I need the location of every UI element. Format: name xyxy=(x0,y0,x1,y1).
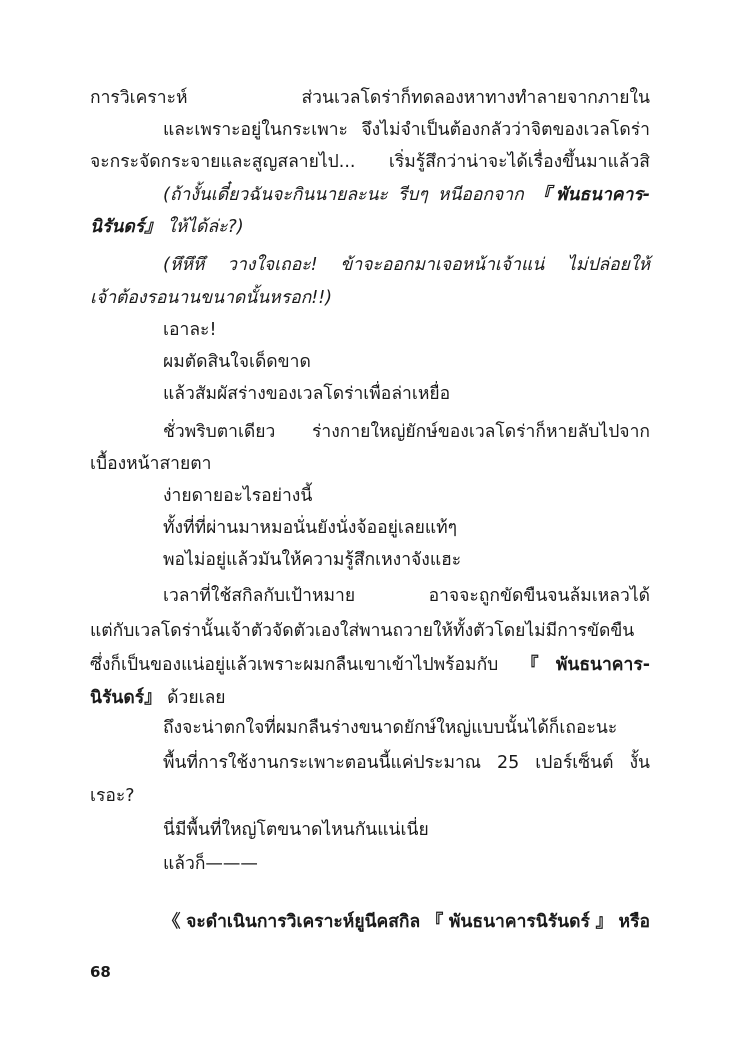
text-line xyxy=(90,686,650,712)
skill-name: นิรันดร์』 xyxy=(90,688,162,708)
text-line xyxy=(90,653,650,679)
skill-name: 『พันธนาคาร- xyxy=(521,655,651,675)
text-span: ด้วยเลย xyxy=(161,688,226,708)
text-line: พอไม่อยู่แล้วมันให้ความรู้สึกเหงาจังแฮะ xyxy=(163,550,462,570)
text-line: เจ้าต้องรอนานขนาดนั้นหรอก!!) xyxy=(90,288,333,308)
text-line: การวิเคราะห์ ส่วนเวลโดร่าก็ทดลองหาทางทำลายจากภายใน xyxy=(90,88,650,108)
text-line: ผมตัดสินใจเด็ดขาด xyxy=(163,352,311,372)
text-line: ทั้งที่ที่ผ่านมาหมอนั่นยังนั่งจ้ออยู่เลยแท้ๆ xyxy=(163,518,458,538)
text-line: ง่ายดายอะไรอย่างนี้ xyxy=(163,486,313,506)
text-line: ชั่วพริบตาเดียว ร่างกายใหญ่ยักษ์ของเวลโดร่าก็หายลับไปจาก xyxy=(163,422,650,442)
page-number: 68 xyxy=(90,963,111,981)
skill-name: นิรันดร์』 xyxy=(90,217,162,237)
text-line: นี่มีพื้นที่ใหญ่โตขนาดไหนกันแน่เนี่ย xyxy=(163,820,429,840)
text-span: ให้ได้ล่ะ?) xyxy=(161,217,244,237)
text-span: (ถ้างั้นเดี๋ยวฉันจะกินนายละนะ รีบๆ หนีออกจาก xyxy=(163,185,534,205)
text-line: แล้วก็——— xyxy=(163,854,258,874)
text-line: เวลาที่ใช้สกิลกับเป้าหมาย อาจจะถูกขัดขืนจนล้มเหลวได้ xyxy=(163,586,650,606)
text-line: เบื้องหน้าสายตา xyxy=(90,454,212,474)
text-line: ถึงจะน่าตกใจที่ผมกลืนร่างขนาดยักษ์ใหญ่แบบนั้นได้ก็เถอะนะ xyxy=(163,718,618,738)
text-line xyxy=(163,183,650,209)
skill-name: 『พันธนาคาร- xyxy=(533,185,650,205)
text-line: และเพราะอยู่ในกระเพาะ จึงไม่จำเป็นต้องกลัวว่าจิตของเวลโดร่า xyxy=(163,120,650,140)
text-line: พื้นที่การใช้งานกระเพาะตอนนี้แค่ประมาณ 25 เปอร์เซ็นต์ งั้น xyxy=(163,753,650,773)
text-line: จะกระจัดกระจายและสูญสลายไป... เริ่มรู้สึกว่าน่าจะได้เรื่องขึ้นมาแล้วสิ xyxy=(90,152,650,172)
system-message-line: 《จะดำเนินการวิเคราะห์ยูนีคสกิล『พันธนาคารนิรันดร์』หรือ xyxy=(163,912,650,932)
text-line: แต่กับเวลโดร่านั้นเจ้าตัวจัดตัวเองใส่พานถวายให้ทั้งตัวโดยไม่มีการขัดขืน xyxy=(90,621,635,641)
text-span: ซึ่งก็เป็นของแน่อยู่แล้วเพราะผมกลืนเขาเข้าไปพร้อมกับ xyxy=(90,655,522,675)
text-line: แล้วสัมผัสร่างของเวลโดร่าเพื่อล่าเหยื่อ xyxy=(163,384,451,404)
text-line: (หึหึหึ วางใจเถอะ! ข้าจะออกมาเจอหน้าเจ้าแน่ ไม่ปล่อยให้ xyxy=(163,255,650,275)
text-line: เอาละ! xyxy=(163,320,217,340)
text-line xyxy=(90,215,650,241)
text-line: เรอะ? xyxy=(90,786,135,806)
